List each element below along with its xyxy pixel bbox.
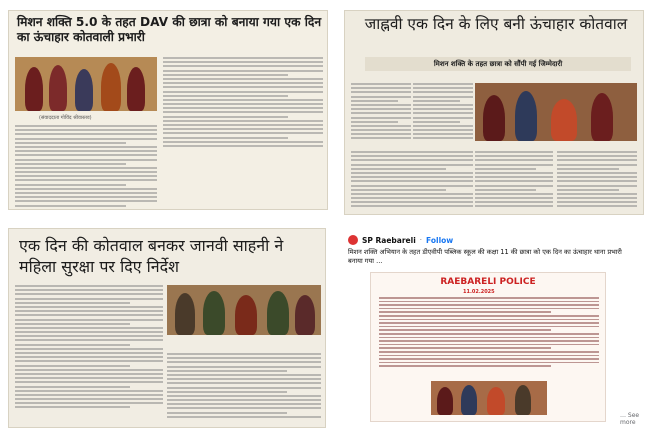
clip2-article-col-a bbox=[351, 83, 411, 142]
clip1-headline: मिशन शक्ति 5.0 के तहत DAV की छात्रा को बनाया गया एक दिन का ऊंचाहार कोतवाली प्रभारी bbox=[17, 15, 322, 44]
newspaper-clip-2 bbox=[344, 10, 644, 215]
clip1-photo bbox=[15, 57, 157, 111]
follow-button[interactable]: Follow bbox=[426, 235, 454, 245]
card-photo bbox=[431, 381, 547, 415]
separator-dot: · bbox=[419, 236, 423, 244]
clip2-article-col-b bbox=[413, 83, 473, 142]
social-post bbox=[338, 232, 644, 428]
avatar[interactable] bbox=[348, 235, 358, 245]
clip3-photo bbox=[167, 285, 321, 335]
clip2-headline: जाह्नवी एक दिन के लिए बनी ऊंचाहार कोतवाल bbox=[364, 15, 628, 33]
clip3-article-left bbox=[15, 285, 163, 411]
newspaper-clip-1 bbox=[8, 10, 328, 210]
clip1-article-text bbox=[163, 57, 323, 149]
clip1-caption: (संवाददाता गोविंद श्रीवास्तव) bbox=[39, 115, 92, 121]
clip2-article-col-d bbox=[557, 151, 637, 210]
card-date: 11.02.2025 bbox=[463, 289, 495, 295]
clip2-article-col-c bbox=[475, 151, 553, 210]
clip3-headline: एक दिन की कोतवाल बनकर जानवी साहनी ने महिला सुरक्षा पर दिए निर्देश bbox=[19, 236, 284, 276]
see-more-label[interactable]: See more bbox=[620, 412, 640, 426]
police-logo-text: RAEBARELI POLICE bbox=[440, 277, 536, 287]
post-header bbox=[348, 234, 453, 246]
see-more-link[interactable]: … See more bbox=[620, 412, 640, 426]
post-author[interactable]: SP Raebareli bbox=[362, 235, 416, 245]
clip3-article-right bbox=[167, 353, 321, 420]
newspaper-clip-3 bbox=[8, 228, 326, 428]
post-text: मिशन शक्ति अभियान के तहत डीएवीपी पब्लिक स्कूल की कक्षा 11 की छात्रा को एक दिन का ऊंचाहार थाना प्रभारी बनाया गया ... bbox=[348, 248, 622, 265]
post-image[interactable] bbox=[370, 272, 606, 422]
clip1-article-text-left bbox=[15, 125, 157, 209]
clip2-subheadline: मिशन शक्ति के तहत छात्रा को सौंपी गई जिम्मेदारी bbox=[365, 57, 631, 71]
clip2-article-col-a2 bbox=[351, 151, 473, 210]
card-text bbox=[379, 297, 599, 369]
clip2-photo bbox=[475, 83, 637, 141]
